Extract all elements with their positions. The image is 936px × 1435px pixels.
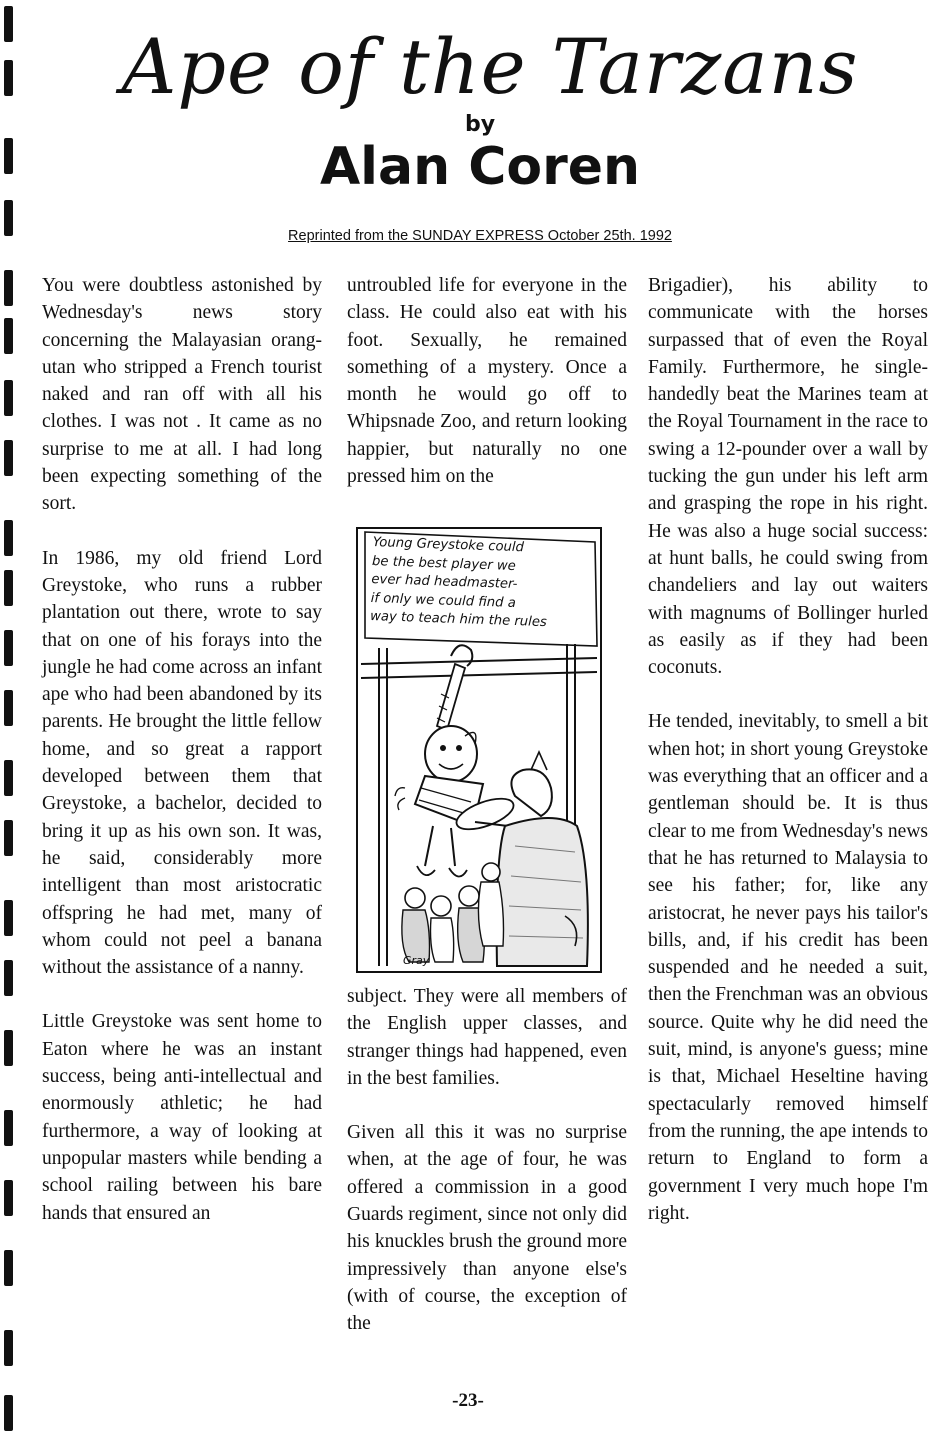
article-column-2-top: [347, 272, 627, 517]
cartoon-signature: Gray: [403, 954, 430, 967]
reprint-note: Reprinted from the SUNDAY EXPRESS October 25th. 1992: [288, 228, 672, 244]
paragraph: Given all this it was no surprise when, at the age of four, he was offered a commission in a good Guards regiment, since not only did his knuckles brush the ground more impressively than anyone else's (with of course, the exception of the: [347, 1122, 627, 1335]
page-number: -23-: [452, 1390, 484, 1411]
caption-line: ever had headmaster-: [371, 571, 518, 593]
cartoon-caption: [369, 534, 597, 652]
article-column-2-bottom: [347, 983, 627, 1365]
spiral-binding: [0, 0, 20, 1435]
article-title: Ape of the Tarzans: [121, 22, 859, 111]
paragraph: You were doubtless astonished by Wednesday's news story concerning the Malayasian orang-utan who stripped a French tourist naked and ran off with all his clothes. I was not . It came as no surprise to me at all. I had long been expecting something of the sort.: [42, 275, 322, 515]
byline-by: by: [464, 112, 496, 137]
caption-line: if only we could find a: [370, 590, 517, 611]
author-name: Alan Coren: [319, 137, 641, 197]
caption-line: Young Greystoke could: [372, 534, 525, 556]
paragraph: Brigadier), his ability to communicate with the horses surpassed that of even the Royal Family. Furthermore, he single-handedly beat the Marines team at the Royal Tournament in the race to swing a 12-pounder over a wall by tucking the gun under his left arm and grasping the rope in his right. He was also a huge social success: at hunt balls, he could swing from chandeliers and lay out waiters with magnums of Bollinger hurled as easily as if they had been coconuts.: [648, 275, 928, 679]
paragraph: untroubled life for everyone in the class. He could also eat with his foot. Sexually, he remained something of a mystery. Once a month he would go off to Whipsnade Zoo, and return looking happier, but naturally no one pressed him on the: [347, 275, 627, 488]
paragraph: subject. They were all members of the English upper classes, and stranger things had happened, even in the best families.: [347, 986, 627, 1089]
paragraph: In 1986, my old friend Lord Greystoke, who runs a rubber plantation out there, wrote to say that on one of his forays into the jungle he had come across an infant ape who had been abandoned by its parents. He brought the little fellow home, and so great a rapport developed between them that Greystoke, a bachelor, decided to bring it up as his own son. It was, he said, considerably more intelligent than most aristocratic offspring he had met, many of whom could not peel a banana without the assistance of a nanny.: [42, 547, 322, 979]
paragraph: He tended, inevitably, to smell a bit when hot; in short young Greystoke was everything that an officer and a gentleman should be. It is thus clear to me from Wednesday's news that he has returned to Malaysia to see his father; for, like any aristocrat, he never pays his tailor's bills, and, if his credit has been suspended and he needed a suit, then the Frenchman was an obvious source. Quite why he did need the suit, mind, is anyone's guess; mine is that, Michael Heseltine having spectacularly removed himself from the running, the ape intends to return to England to form a government I very much hope I'm right.: [648, 711, 929, 1224]
caption-line: way to teach him the rules: [369, 608, 548, 631]
paragraph: Little Greystoke was sent home to Eaton where he was an instant success, being anti-intellectual and enormously athletic; he had furthermore, a way of looking at unpopular masters while bending a school railing between his bare hands that ensured an: [42, 1011, 322, 1224]
article-column-1: [42, 272, 322, 1254]
caption-line: be the best player we: [371, 553, 517, 574]
article-column-3: [648, 272, 928, 1254]
cartoon-illustration: [355, 526, 603, 974]
